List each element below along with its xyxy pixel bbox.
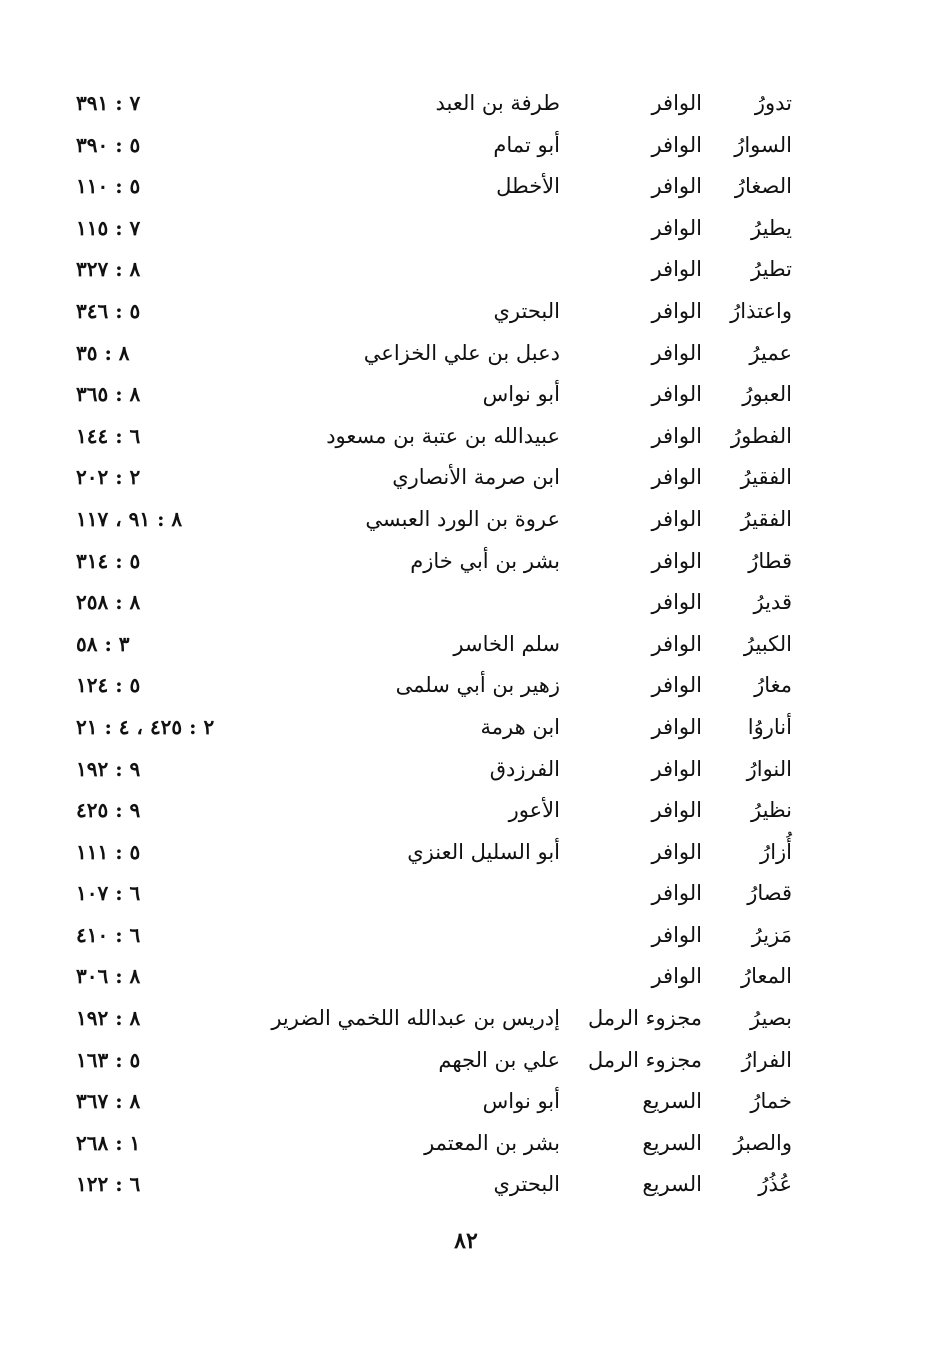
volume-page-reference: ٥ : ٣٩٠ xyxy=(76,132,141,157)
volume-page-reference: ٨ : ٩١ ، ١١٧ xyxy=(76,506,183,531)
poet-name: ابن صرمة الأنصاري xyxy=(392,465,560,490)
poet-name: دعبل بن علي الخزاعي xyxy=(363,340,560,365)
rhyme-word: أُزارُ xyxy=(760,839,792,864)
rhyme-word: النوارُ xyxy=(746,756,792,781)
meter-name: الوافر xyxy=(651,298,702,323)
rhyme-word: مَزيرُ xyxy=(751,922,792,947)
rhyme-word: واعتذارُ xyxy=(730,298,792,323)
volume-page-reference: ٧ : ١١٥ xyxy=(76,215,141,240)
meter-name: الوافر xyxy=(651,340,702,365)
poet-name: علي بن الجهم xyxy=(438,1047,560,1072)
rhyme-word: تطيرُ xyxy=(751,257,792,282)
page-number: ٨٢ xyxy=(454,1228,478,1254)
rhyme-word: المعارُ xyxy=(740,964,792,989)
index-row xyxy=(0,125,932,167)
index-row xyxy=(0,1081,932,1123)
meter-name: الوافر xyxy=(651,631,702,656)
meter-name: الوافر xyxy=(651,174,702,199)
meter-name: السريع xyxy=(642,1172,702,1197)
meter-name: السريع xyxy=(642,1130,702,1155)
index-row xyxy=(0,624,932,666)
index-row xyxy=(0,790,932,832)
volume-page-reference: ٢ : ٢٠٢ xyxy=(76,465,141,490)
poet-name: عبيدالله بن عتبة بن مسعود xyxy=(326,423,560,448)
index-row xyxy=(0,83,932,125)
meter-name: الوافر xyxy=(651,91,702,115)
rhyme-word: قديرُ xyxy=(753,590,792,615)
index-row xyxy=(0,416,932,458)
meter-name: الوافر xyxy=(651,215,702,240)
poet-name: البحتري xyxy=(493,1172,560,1197)
index-row xyxy=(0,499,932,541)
index-row xyxy=(0,832,932,874)
index-row xyxy=(0,166,932,208)
index-row xyxy=(0,374,932,416)
meter-name: الوافر xyxy=(651,798,702,823)
volume-page-reference: ١ : ٢٦٨ xyxy=(76,1130,141,1155)
index-row xyxy=(0,249,932,291)
volume-page-reference: ٨ : ٣٦٧ xyxy=(76,1089,141,1114)
meter-name: مجزوء الرمل xyxy=(587,1047,702,1072)
poet-name: إدريس بن عبدالله اللخمي الضرير xyxy=(271,1006,560,1031)
volume-page-reference: ٥ : ١١١ xyxy=(76,839,141,864)
index-row xyxy=(0,749,932,791)
index-row xyxy=(0,998,932,1040)
volume-page-reference: ٥ : ١١٠ xyxy=(76,174,141,199)
poet-name: ابن هرمة xyxy=(480,714,560,739)
volume-page-reference: ٥ : ١٢٤ xyxy=(76,673,141,698)
rhyme-word: الصغارُ xyxy=(734,174,792,199)
volume-page-reference: ٥ : ٣٤٦ xyxy=(76,298,141,323)
index-row xyxy=(0,915,932,957)
index-row xyxy=(0,582,932,624)
volume-page-reference: ٦ : ١٤٤ xyxy=(76,423,141,448)
rhyme-word: عُذُرُ xyxy=(758,1172,792,1197)
index-row xyxy=(0,707,932,749)
poet-name: أبو نواس xyxy=(482,382,560,407)
volume-page-reference: ٨ : ٣٢٧ xyxy=(76,257,141,282)
rhyme-word: قطارُ xyxy=(748,548,792,573)
poet-name: الأعور xyxy=(508,798,560,823)
volume-page-reference: ٥ : ٣١٤ xyxy=(76,548,141,573)
meter-name: الوافر xyxy=(651,257,702,282)
volume-page-reference: ٥ : ١٦٣ xyxy=(76,1047,141,1072)
index-row xyxy=(0,208,932,250)
poet-name: أبو السليل العنزي xyxy=(407,839,560,864)
index-row xyxy=(0,1040,932,1082)
poet-name: بشر بن المعتمر xyxy=(424,1130,560,1155)
meter-name: الوافر xyxy=(651,839,702,864)
rhyme-word: الفرارُ xyxy=(741,1047,792,1072)
poet-name: سلم الخاسر xyxy=(453,631,560,656)
meter-name: الوافر xyxy=(651,590,702,615)
poet-name: بشر بن أبي خازم xyxy=(410,548,560,573)
poet-name: الفرزدق xyxy=(489,756,560,781)
meter-name: الوافر xyxy=(651,548,702,573)
index-row xyxy=(0,956,932,998)
volume-page-reference: ٨ : ٣٥ xyxy=(76,340,130,365)
meter-name: الوافر xyxy=(651,756,702,781)
poet-name: أبو نواس xyxy=(482,1089,560,1114)
volume-page-reference: ٩ : ٤٢٥ xyxy=(76,798,141,823)
poet-name: الأخطل xyxy=(496,174,560,199)
volume-page-reference: ٩ : ١٩٢ xyxy=(76,756,141,781)
rhyme-word: قصارُ xyxy=(747,881,792,906)
rhyme-word: الكبيرُ xyxy=(743,631,792,656)
rhyme-word: السوارُ xyxy=(734,132,792,157)
meter-name: الوافر xyxy=(651,714,702,739)
meter-name: الوافر xyxy=(651,922,702,947)
volume-page-reference: ٦ : ١٢٢ xyxy=(76,1172,141,1197)
volume-page-reference: ٣ : ٥٨ xyxy=(76,631,130,656)
poet-name: البحتري xyxy=(493,298,560,323)
rhyme-index-table xyxy=(0,83,932,1206)
index-row xyxy=(0,333,932,375)
poet-name: زهير بن أبي سلمى xyxy=(395,673,560,698)
rhyme-word: مغارُ xyxy=(754,673,792,698)
volume-page-reference: ٦ : ١٠٧ xyxy=(76,881,141,906)
volume-page-reference: ٧ : ٣٩١ xyxy=(76,91,141,115)
meter-name: الوافر xyxy=(651,382,702,407)
index-row xyxy=(0,291,932,333)
meter-name: الوافر xyxy=(651,881,702,906)
index-row xyxy=(0,873,932,915)
volume-page-reference: ٨ : ٢٥٨ xyxy=(76,590,141,615)
volume-page-reference: ٦ : ٤١٠ xyxy=(76,922,141,947)
index-row xyxy=(0,665,932,707)
poet-name: طرفة بن العبد xyxy=(435,91,560,115)
meter-name: الوافر xyxy=(651,465,702,490)
rhyme-word: الفطورُ xyxy=(730,423,792,448)
index-row xyxy=(0,457,932,499)
rhyme-word: عميرُ xyxy=(749,340,792,365)
volume-page-reference: ٢ : ٤٢٥ ، ٤ : ٢١ xyxy=(76,714,215,739)
rhyme-word: تدورُ xyxy=(754,91,792,115)
volume-page-reference: ٨ : ١٩٢ xyxy=(76,1006,141,1031)
meter-name: الوافر xyxy=(651,423,702,448)
poet-name: أبو تمام xyxy=(493,132,560,157)
meter-name: السريع xyxy=(642,1089,702,1114)
rhyme-word: نظيرُ xyxy=(751,798,792,823)
rhyme-word: خمارُ xyxy=(750,1089,792,1114)
rhyme-word: الفقيرُ xyxy=(740,506,792,531)
volume-page-reference: ٨ : ٣٠٦ xyxy=(76,964,141,989)
meter-name: مجزوء الرمل xyxy=(587,1006,702,1031)
meter-name: الوافر xyxy=(651,506,702,531)
volume-page-reference: ٨ : ٣٦٥ xyxy=(76,382,141,407)
index-row xyxy=(0,1123,932,1165)
meter-name: الوافر xyxy=(651,964,702,989)
meter-name: الوافر xyxy=(651,673,702,698)
meter-name: الوافر xyxy=(651,132,702,157)
rhyme-word: أناروُا xyxy=(747,714,792,739)
rhyme-word: بصيرُ xyxy=(750,1006,792,1031)
rhyme-word: والصبرُ xyxy=(733,1130,792,1155)
index-row xyxy=(0,541,932,583)
rhyme-word: العبورُ xyxy=(742,382,792,407)
rhyme-word: يطيرُ xyxy=(751,215,792,240)
poet-name: عروة بن الورد العبسي xyxy=(365,506,560,531)
rhyme-word: الفقيرُ xyxy=(740,465,792,490)
index-row xyxy=(0,1164,932,1206)
